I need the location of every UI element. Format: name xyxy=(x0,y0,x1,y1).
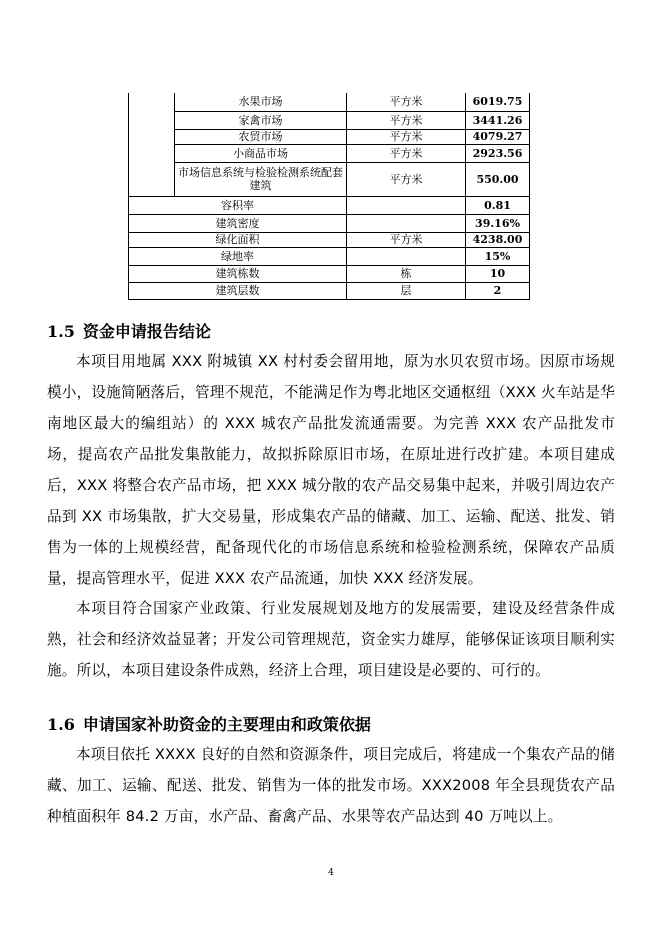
table-cell-unit xyxy=(347,196,466,214)
table-cell-value: 550.00 xyxy=(466,162,530,196)
table-row xyxy=(129,162,530,196)
table-cell-indent xyxy=(129,129,175,144)
conclusion-paragraph-2: 本项目符合国家产业政策、行业发展规划及地方的发展需要，建设及经营条件成熟，社会和经济效益显著；开发公司管理规范，资金实力雄厚，能够保证该项目顺利实施。所以，本项目建设条件成熟，经济上合理，项目建设是必要的、可行的。 xyxy=(47,600,615,679)
table-cell-value: 3441.26 xyxy=(466,111,530,129)
table-cell-unit: 平方米 xyxy=(347,232,466,247)
table-cell-value: 6019.75 xyxy=(466,93,530,111)
section-heading-1-6 xyxy=(47,715,371,735)
table-cell-indent xyxy=(129,162,175,196)
page-number: 4 xyxy=(328,868,334,878)
table-cell-indent xyxy=(129,111,175,129)
table-row xyxy=(129,247,530,265)
section-title: 资金申请报告结论 xyxy=(82,322,211,341)
table-cell-unit xyxy=(347,247,466,265)
table-cell-item: 家禽市场 xyxy=(175,111,347,129)
table-cell-value: 10 xyxy=(466,265,530,282)
table-cell-item: 绿地率 xyxy=(129,247,347,265)
table-cell-value: 4238.00 xyxy=(466,232,530,247)
subsidy-paragraph: 本项目依托 XXXX 良好的自然和资源条件，项目完成后，将建成一个集农产品的储藏、加工、运输、配送、批发、销售为一体的批发市场。XXX2008 年全县现货农产品种植面积年 84.2 万亩，水产品、畜禽产品、水果等农产品达到 40 万吨以上。 xyxy=(47,746,615,825)
table-cell-item: 市场信息系统与检验检测系统配套建筑 xyxy=(175,162,347,196)
table-cell-unit: 栋 xyxy=(347,265,466,282)
table-row xyxy=(129,232,530,247)
table-cell-item: 建筑栋数 xyxy=(129,265,347,282)
table-cell-value: 2923.56 xyxy=(466,144,530,162)
table-cell-unit: 平方米 xyxy=(347,129,466,144)
table-cell-unit: 平方米 xyxy=(347,111,466,129)
table-cell-indent xyxy=(129,93,175,111)
table-cell-item: 容积率 xyxy=(129,196,347,214)
table-row xyxy=(129,144,530,162)
table-row xyxy=(129,214,530,232)
table-row xyxy=(129,111,530,129)
table-cell-value: 4079.27 xyxy=(466,129,530,144)
table-cell-unit: 层 xyxy=(347,282,466,299)
table-cell-item: 农贸市场 xyxy=(175,129,347,144)
section-number: 1.5 xyxy=(47,322,75,341)
table-cell-indent xyxy=(129,144,175,162)
indicator-table xyxy=(128,93,530,300)
table-cell-value: 39.16% xyxy=(466,214,530,232)
table-cell-unit: 平方米 xyxy=(347,162,466,196)
table-row xyxy=(129,196,530,214)
table-row xyxy=(129,129,530,144)
section-number: 1.6 xyxy=(47,715,75,734)
table-cell-item: 绿化面积 xyxy=(129,232,347,247)
table-row xyxy=(129,93,530,111)
table-cell-value: 2 xyxy=(466,282,530,299)
table-cell-item: 建筑层数 xyxy=(129,282,347,299)
section-heading-1-5 xyxy=(47,322,211,342)
table-cell-item: 建筑密度 xyxy=(129,214,347,232)
table-cell-unit: 平方米 xyxy=(347,93,466,111)
table-cell-value: 15% xyxy=(466,247,530,265)
conclusion-paragraph-1: 本项目用地属 XXX 附城镇 XX 村村委会留用地，原为水贝农贸市场。因原市场规模小，设施简陋落后，管理不规范，不能满足作为粤北地区交通枢纽（XXX 火车站是华南地区最大的编组站）的 XXX 城农产品批发流通需要。为完善 XXX 农产品批发市场，提高农产品批发集散能力，故拟拆除原旧市场，在原址进行改扩建。本项目建成后，XXX 将整合农产品市场，把 XXX 城分散的农产品交易集中起来，并吸引周边农产品到 XX 市场集散，扩大交易量，形成集农产品的储藏、加工、运输、配送、批发、销售为一体的上规模经营，配备现代化的市场信息系统和检验检测系统，保障农产品质量，提高管理水平，促进 XXX 农产品流通，加快 XXX 经济发展。 xyxy=(47,353,616,587)
table-cell-item: 小商品市场 xyxy=(175,144,347,162)
section-title: 申请国家补助资金的主要理由和政策依据 xyxy=(82,715,371,734)
table-cell-unit xyxy=(347,214,466,232)
table-cell-item: 水果市场 xyxy=(175,93,347,111)
table-row xyxy=(129,282,530,299)
table-cell-value: 0.81 xyxy=(466,196,530,214)
table-cell-unit: 平方米 xyxy=(347,144,466,162)
table-row xyxy=(129,265,530,282)
